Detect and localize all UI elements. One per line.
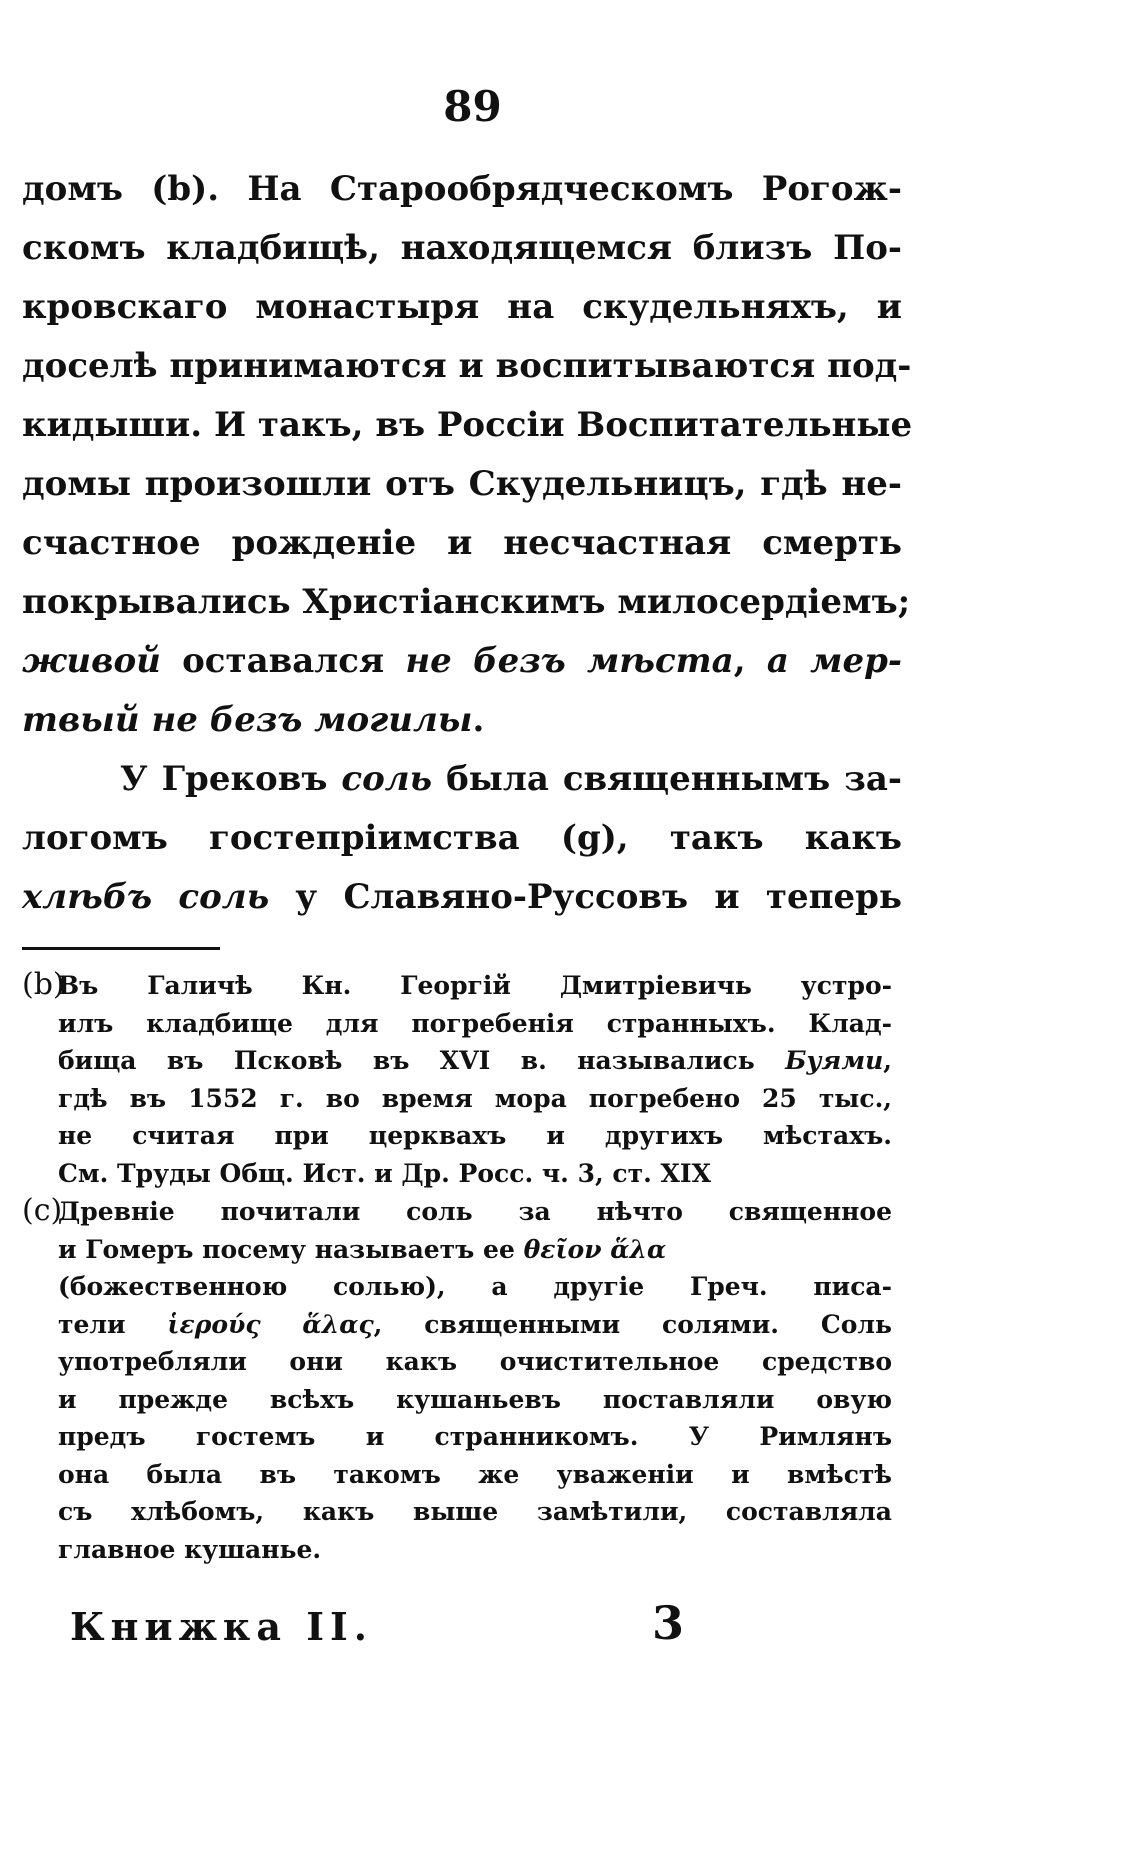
text-segment: У Грековъ (120, 759, 342, 799)
footnotes (22, 966, 892, 1568)
text-line: скомъ кладбищѣ, находящемся близъ По- (22, 228, 902, 268)
italic-text: хлѣбъ соль (22, 877, 270, 917)
italic-text: живой (22, 641, 161, 681)
italic-text: Буями (785, 1046, 884, 1075)
footnote-line: она была въ такомъ же уваженіи и вмѣстѣ (58, 1459, 892, 1489)
footnote-line (22, 966, 892, 1005)
text-segment: оставался (160, 641, 406, 681)
text-line: кидыши. И такъ, въ Россіи Воспитательные (22, 405, 913, 445)
text-segment: Древніе почитали соль за нѣчто священное (58, 1197, 892, 1226)
text-line (22, 750, 902, 809)
text-line (22, 632, 902, 691)
footnote-divider (22, 947, 220, 950)
text-segment: тели (58, 1309, 168, 1339)
italic-text: соль (341, 759, 433, 799)
text-segment: . (472, 700, 485, 740)
text-line (22, 868, 902, 927)
footnote-b (22, 966, 892, 1192)
text-segment: , (883, 1046, 892, 1075)
footnote-line (22, 1231, 892, 1269)
text-line: покрывались Христіанскимъ милосердіемъ; (22, 582, 911, 622)
footnote-c (22, 1192, 892, 1568)
italic-text: а мер- (766, 641, 902, 681)
text-segment: , священными солями. Соль (373, 1309, 892, 1339)
text-line: домъ (b). На Старообрядческомъ Рогож- (22, 169, 902, 209)
text-line: счастное рожденіе и несчастная смерть (22, 523, 902, 563)
text-line (22, 691, 902, 750)
footnote-line: гдѣ въ 1552 г. во время мора погребено 25 тыс., (58, 1083, 892, 1113)
footnote-line: не считая при церквахъ и другихъ мѣстахъ. (58, 1121, 892, 1150)
italic-text: твый не безъ могилы (22, 700, 473, 740)
text-line: кровскаго монастыря на скудельняхъ, и (22, 287, 902, 327)
text-segment: и Гомеръ посему называетъ ее (58, 1234, 524, 1264)
footnote-line (22, 1042, 892, 1080)
text-segment: , (733, 641, 767, 681)
text-line: доселѣ принимаются и воспитываются под- (22, 346, 912, 386)
footnote-line: предъ гостемъ и странникомъ. У Римлянъ (58, 1422, 892, 1451)
footnote-marker: (b) (22, 967, 65, 1002)
italic-text: θεῖον ἅλα (523, 1234, 667, 1264)
text-segment: Въ Галичѣ Кн. Георгій Дмитріевичь устро- (58, 971, 892, 1000)
text-line: логомъ гостепріимства (g), такъ какъ (22, 818, 902, 858)
footnote-line: и прежде всѣхъ кушаньевъ поставляли овую (58, 1384, 892, 1414)
footnote-line: употребляли они какъ очистительное средство (58, 1347, 892, 1376)
footnote-line: илъ кладбище для погребенія странныхъ. Клад- (58, 1008, 892, 1038)
footnote-line (22, 1192, 892, 1231)
footnote-line: (божественною солью), а другіе Греч. писа- (58, 1272, 892, 1301)
text-segment: у Славяно-Руссовъ и теперь (269, 877, 902, 917)
signature-label: Книжка II. (70, 1604, 374, 1649)
text-segment: была священнымъ за- (432, 759, 902, 799)
signature-mark: 3 (652, 1596, 685, 1650)
text-line: домы произошли отъ Скудельницъ, гдѣ не- (22, 464, 902, 504)
footnote-line: главное кушанье. (58, 1534, 322, 1564)
footnote-line: съ хлѣбомъ, какъ выше замѣтили, составляла (58, 1497, 892, 1526)
text-segment: бища въ Псковѣ въ XVI в. назывались (58, 1046, 786, 1075)
footnote-line: См. Труды Общ. Ист. и Др. Росс. ч. 3, ст. XIX (58, 1158, 711, 1188)
italic-text: не безъ мѣста (405, 641, 734, 681)
footnote-line (22, 1306, 892, 1344)
page-number: 89 (443, 82, 502, 131)
footnote-marker: (c) (22, 1193, 63, 1228)
main-text (22, 160, 913, 927)
italic-text: ἱερούς ἅλας (167, 1309, 374, 1339)
